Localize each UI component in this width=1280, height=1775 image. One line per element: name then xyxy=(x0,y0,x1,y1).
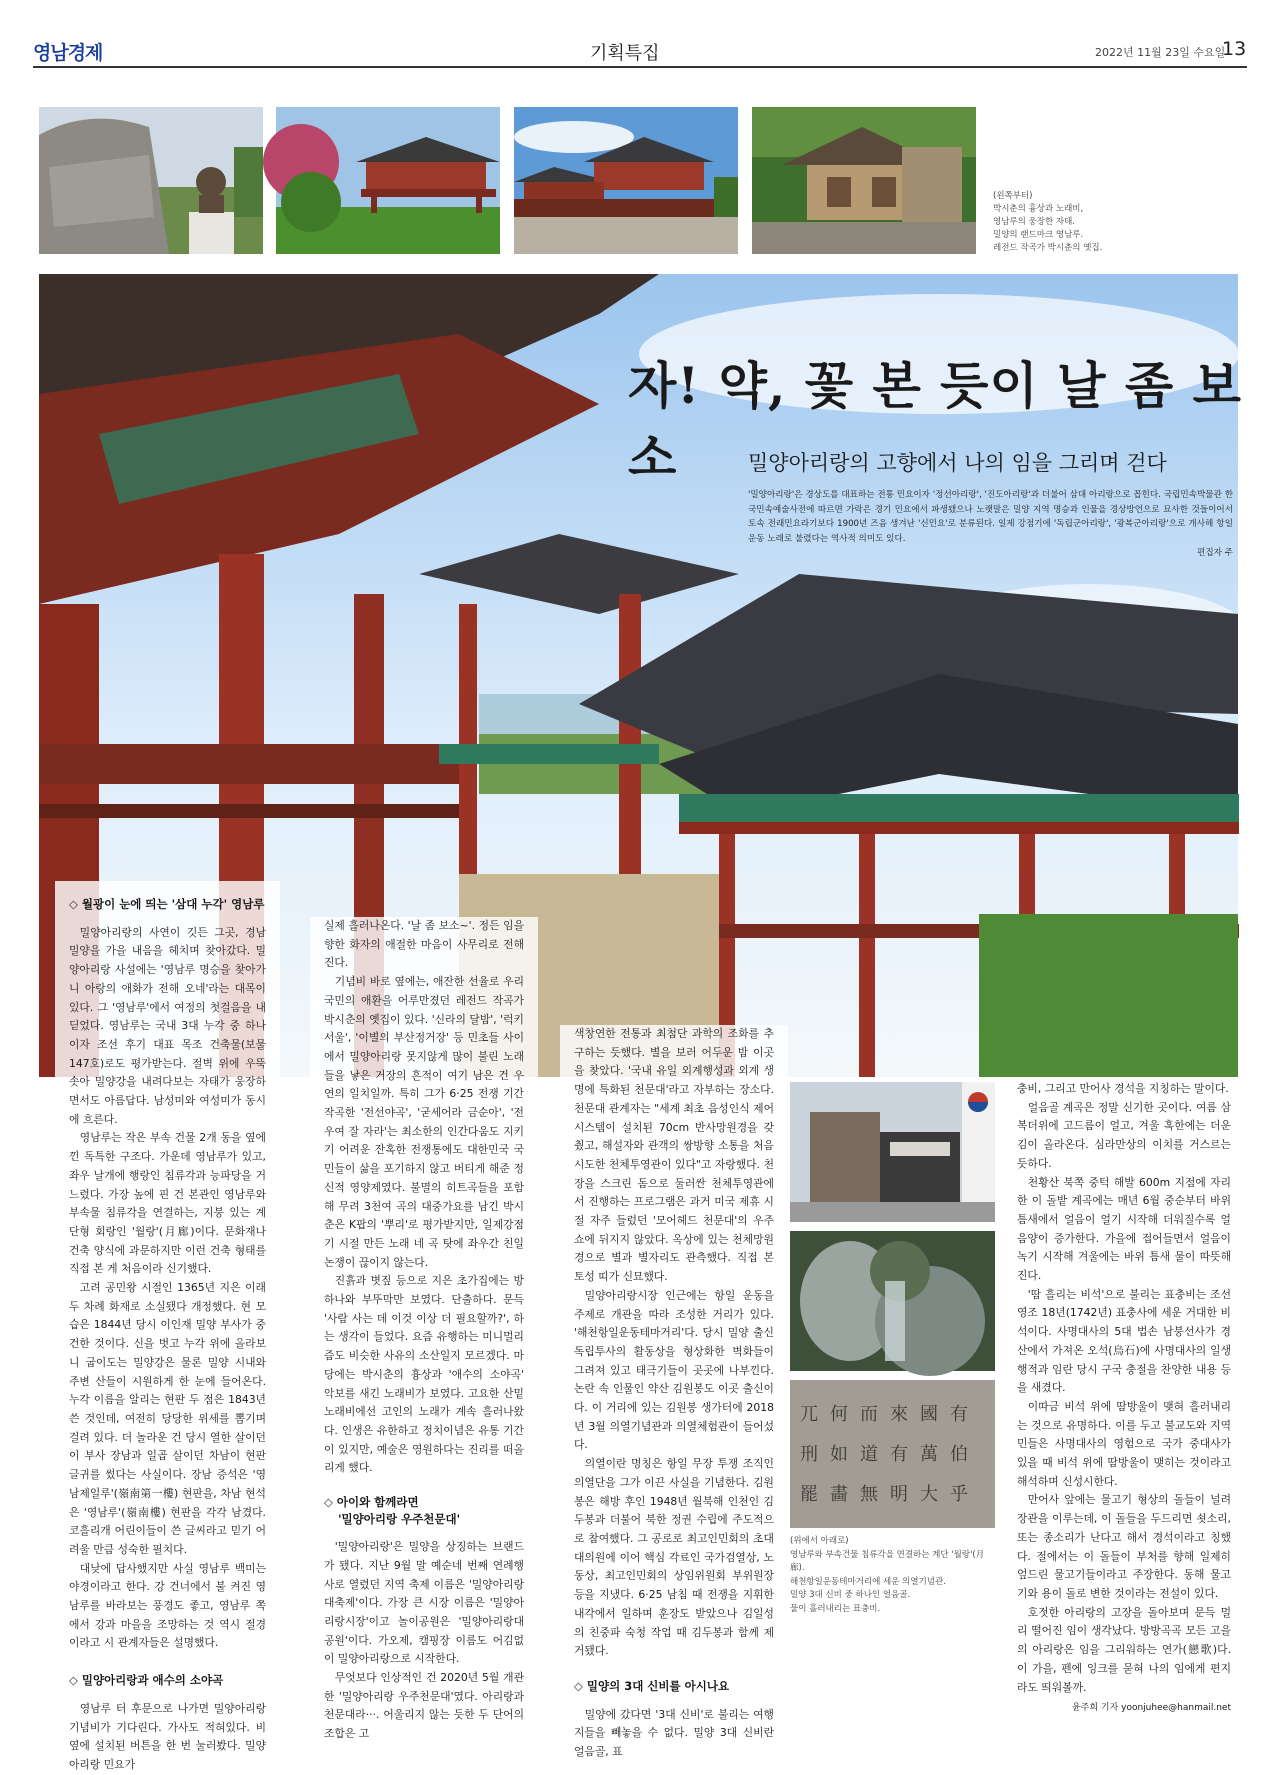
top-photos-caption xyxy=(993,190,1133,255)
paragraph: 진흙과 볏짚 등으로 지은 초가집에는 방 하나와 부뚜막만 보였다. 단출하다. 문득 '사람 사는 데 이것 이상 더 필요할까?', 하는 생각이 들었다. 요즘 유행하는 미니멀리즘도 비슷한 사유의 소산일지 모르겠다. 마당에는 박시춘의 흉상과 '애수의 소야곡' 악보를 새긴 노래비가 보였다. 고요한 산밑 노래비에선 고인의 노래가 계속 흘러나왔다. 인생은 유한하고 정치이념은 유통 기간이 있지만, 예술은 영원하다는 진리를 떠올리게 했다. xyxy=(324,1274,524,1475)
paragraph: 영남루는 작은 부속 건물 2개 동을 옆에 낀 독특한 구조다. 가운데 영남루가 있고, 좌우 날개에 행랑인 침류각과 능파당을 거느렸다. 가장 높에 핀 건 본관인 영남루와 부속물 침류각을 연결하는, 지붕 있는 계단형 회랑인 '월랑'(月廊)이다. 문화재나 건축 양식에 과문하지만 이런 건축 형태를 직접 본 게 처음이라 신기했다. xyxy=(69,1131,266,1276)
svg-text:刑: 刑 xyxy=(800,1444,818,1465)
article-column-1 xyxy=(55,881,280,1775)
feature-subtitle: 밀양아리랑의 고향에서 나의 임을 그리며 걷다 xyxy=(748,451,1167,475)
photo-pyochungbi-stele xyxy=(790,1380,995,1528)
header-rule xyxy=(33,66,1247,68)
paragraph: 천황산 북쪽 중턱 해발 600m 지점에 자리한 이 돌밭 계곡에는 매년 6월 중순부터 바위 틈새에서 얼음이 얼기 시작해 더워질수록 얼음양이 증가한다. 가을에 접어들면서 얼음이 녹기 시작해 겨울에는 바위 틈새 물이 따뜻해진다. xyxy=(1017,1175,1231,1283)
photo-composer-house xyxy=(752,107,976,254)
svg-text:何: 何 xyxy=(830,1404,848,1425)
svg-text:大: 大 xyxy=(920,1484,938,1505)
svg-text:有: 有 xyxy=(890,1444,908,1465)
paragraph: 색창연한 전통과 최첨단 과학의 조화를 추구하는 듯했다. 별을 보러 어두운 밤 이곳을 찾았다. '국내 유일 외계행성과 외계 생명에 특화된 천문대'라고 자부하는 장소다. 천문대 관계자는 "세계 최초 음성인식 제어시스템이 설치된 70cm 반사망원경을 갖췄고, 해설자와 관객의 쌍방향 소통을 처음 시도한 천체투영관이 있다"고 자랑했다. 천장을 스크린 돔으로 둘러싼 천체투영관에서 진행하는 프로그램은 과거 미국 제휴 시절 자주 들렀던 '모어헤드 천문대'의 우주 쇼에 뒤지지 않았다. 옥상에 있는 천체망원경으로 별과 별자리도 관측했다. 직접 본 토성 띠가 신묘했다. xyxy=(574,1027,774,1284)
heading-text: '밀양아리랑 우주천문대' xyxy=(338,1512,461,1527)
paragraph: 영남루 터 후문으로 나가면 밀양아리랑 기념비가 기다린다. 가사도 적혀있다. 비 옆에 설치된 버튼을 한 번 눌러봤다. 밀양아리랑 민요가 xyxy=(69,1701,266,1771)
paragraph: 밀양아리랑의 사연이 깃든 그곳, 경남 밀양을 가을 내음을 헤치며 찾아갔다. 밀양아리랑 사설에는 '영남루 명승을 찾아가니 아랑의 애화가 전해 오네'라는 대목이 있다. 그 '영남루'에서 여정의 첫걸음을 내딛었다. 영남루는 국내 3대 누각 중 하나이자 조선 후기 대표 목조 건축물(보물 147호)로도 평가받는다. 절벽 위에 우뚝 솟아 밀양강을 내려다보는 자태가 웅장하면서도 아름답다. 남성미와 여성미가 동시에 흐른다. xyxy=(69,925,266,1126)
lead-byline: 편집자 주 xyxy=(1197,548,1233,558)
photo-monument xyxy=(39,107,263,254)
editor-lead xyxy=(748,488,1233,561)
paragraph: 이따금 비석 위에 땀방울이 맺혀 흘러내리는 것으로 유명하다. 이를 두고 불교도와 지역민들은 사명대사의 영험으로 국가 중대사가 있을 때 비석 위에 땀방울이 맺히는 것이라고 해석하며 신성시한다. xyxy=(1017,1399,1231,1488)
svg-text:有: 有 xyxy=(950,1404,968,1425)
svg-text:來: 來 xyxy=(890,1404,908,1425)
paragraph: 대낮에 답사했지만 사실 영남루 백미는 야경이라고 한다. 강 건너에서 불 켜진 영남루를 바라보는 풍경도 좋고, 영남루 쪽에서 강과 마을을 조망하는 것 역시 절경이라고 시 관계자들은 설명했다. xyxy=(69,1561,266,1650)
paragraph: 호젓한 아리랑의 고장을 돌아보며 문득 멀리 떨어진 임이 생각났다. 방방곡곡 모든 고을의 아리랑은 임을 그리워하는 연가(戀歌)다. 이 가을, 펜에 잉크를 묻혀 나의 임에게 편지라도 띄워볼까. xyxy=(1017,1605,1231,1694)
article-column-3 xyxy=(560,1025,788,1762)
caption-line: (왼쪽부터) xyxy=(993,191,1033,201)
newspaper-logo: 영남경제 xyxy=(33,42,103,64)
paragraph: 밀양아리랑시장 인근에는 항일 운동을 주제로 개관을 따라 조성한 거리가 있다. '해천항일운동테마거리'다. 당시 밀양 출신 독립투사의 활동상을 형상화한 벽화들이 그려져 있고 태극기들이 곳곳에 나부낀다. 논란 속 인물인 약산 김원봉도 이곳 출신이다. 이 거리에 있는 김원봉 생가터에 2018년 3월 의열기념관과 의열체험관이 들어섰다. xyxy=(574,1288,774,1452)
reporter-byline: 윤주희 기자 yoonjuhee@hanmail.net xyxy=(1071,1703,1231,1714)
paragraph: 기념비 바로 옆에는, 애잔한 선율로 우리 국민의 애환을 어루만졌던 레전드 작곡가 박시춘의 옛집이 있다. '신라의 달밤', '럭키 서울', '이별의 부산정거장' 등 민초들 사이에서 밀양아리랑 못지않게 많이 불린 노래들을 낳은 거장의 흔적이 여기 남은 건 우연의 일치일까. 특히 그가 6·25 전쟁 기간 작곡한 '전선야곡', '굳세어라 금순아', '전우여 잘 자라'는 최소한의 인간다움도 지키기 어려운 잔혹한 전쟁통에도 대한민국 국민들이 삶을 포기하지 않고 버티게 해준 정신적 영양제였다. 불멸의 히트곡들을 포함해 무려 3천여 곡의 대중가요를 남긴 박시춘은 K팝의 '뿌리'로 평가받지만, 일제강점기 시절 만든 노래 네 곡 탓에 좌우간 친일 논쟁이 끊이지 않는다. xyxy=(324,975,524,1269)
paragraph: 밀양에 갔다면 '3대 신비'로 불리는 여행지들을 빼놓을 수 없다. 밀양 3대 신비란 얼음골, 표 xyxy=(574,1707,774,1759)
lead-text: '밀양아리랑'은 경상도를 대표하는 전통 민요이자 '정선아리랑', '진도아리랑'과 더불어 삼대 아리랑으로 꼽힌다. 국립민속박물관 한국민속예술사전에 따르면 가락은 경기 민요에서 파생됐으나 노랫말은 밀양 지역 명승과 인물을 경상방언으로 묘사한 것들이어서 토속 전래민요라기보다 1900년 즈음 생겨난 '신민요'로 분류된다. 일제 강점기에 '독립군아리랑', '광복군아리랑'으로 개사해 항일운동 노래로 불렸다는 역사적 의미도 있다. xyxy=(748,490,1233,544)
heading-text: 월광이 눈에 띄는 '삼대 누각' 영남루 xyxy=(81,897,265,911)
photo-uiyeol-memorial xyxy=(790,1082,995,1222)
photo-yeongnamru-landmark xyxy=(514,107,738,254)
caption-line: 영남루의 웅장한 자태. xyxy=(993,217,1076,227)
svg-text:明: 明 xyxy=(890,1484,908,1505)
caption-line: 물이 흘러내리는 표충비. xyxy=(790,1603,881,1614)
paragraph: '땀 흘리는 비석'으로 불리는 표충비는 조선 영조 18년(1742년) 표충사에 세운 거대한 비석이다. 사명대사의 5대 법손 남붕선사가 경산에서 가져온 오석(烏石)에 사명대사의 일생 행적과 임란 당시 구국 충절을 찬양한 내용 등을 새겼다. xyxy=(1017,1287,1231,1395)
caption-line: 영남루와 부속건물 침류각을 연결하는 계단 '월랑'(月廊). xyxy=(790,1549,985,1573)
paragraph: 충비, 그리고 만어사 경석을 지칭하는 말이다. xyxy=(1017,1082,1229,1095)
photo-eolumgol-valley xyxy=(790,1231,995,1371)
svg-text:伯: 伯 xyxy=(950,1444,968,1465)
heading-text: 아이와 함께라면 xyxy=(336,1495,419,1510)
svg-text:無: 無 xyxy=(860,1484,878,1505)
feature-title: 자! 약, 꽃 본 듯이 날 좀 보소 xyxy=(628,356,1242,487)
heading-text: 밀양의 3대 신비를 아시나요 xyxy=(586,1678,730,1693)
paragraph: 만어사 앞에는 물고기 형상의 돌들이 널려 장관을 이루는데, 이 돌들을 두드리면 쇳소리, 또는 종소리가 난다고 해서 경석이라고 칭했다. 절에서는 이 돌들이 부처를 향해 일제히 엎드린 물고기들이라고 주장한다. 동해 물고기와 용이 돌로 변한 것이라는 전설이 있다. xyxy=(1017,1493,1231,1600)
section-heading: ◇ 밀양의 3대 신비를 아시나요 xyxy=(574,1678,730,1693)
svg-text:罷: 罷 xyxy=(800,1484,818,1505)
caption-line: 박시춘의 흉상과 노래비, xyxy=(993,204,1084,214)
section-heading: ◇ 밀양아리랑과 애수의 소야곡 xyxy=(69,1673,224,1688)
section-heading: ◇ 월광이 눈에 띄는 '삼대 누각' 영남루 xyxy=(69,897,265,911)
caption-line: 해천항일운동테마거리에 세운 의열기념관. xyxy=(790,1576,946,1587)
caption-line: 밀양 3대 신비 중 하나인 얼음골. xyxy=(790,1590,911,1600)
svg-text:道: 道 xyxy=(860,1444,878,1465)
page-number: 13 xyxy=(1222,38,1247,60)
svg-text:國: 國 xyxy=(920,1404,938,1425)
paragraph: 고려 공민왕 시절인 1365년 지은 이래 두 차례 화재로 소실됐다 개정했다. 현 모습은 1844년 당시 이인재 밀양 부사가 중건한 것이다. 신을 벗고 누각 위에 올라보니 굽이도는 밀양강은 물론 밀양 시내와 주변 산들이 시원하게 한 눈에 들어온다. 누각 이름을 알리는 현판 두 점은 1843년 쓴 것인데, 여전히 당당한 위세를 뽐기며 걸려 있다. 더 놀라운 건 당시 열한 살이던 이 부사 장남과 일곱 살이던 차남이 현판 글귀를 썼다는 사실이다. 장남 증석은 '영남제일루'(嶺南第一樓) 현판을, 차남 현석은 '영남루'(嶺南樓) 현판을 각각 남겼다. 코흘리개 어린이들이 쓴 글씨라고 믿기 어려울 만큼 성숙한 필치다. xyxy=(69,1281,266,1556)
svg-text:乎: 乎 xyxy=(950,1484,968,1505)
paragraph: 의열이란 명칭은 항일 무장 투쟁 조직인 의열단을 그가 이끈 사실을 기념한다. 김원봉은 해방 후인 1948년 월북해 인천인 김두봉과 더불어 북한 정권 수립에 주도적으로 참여했다. 그 공로로 최고인민회의 초대 대의원에 이어 핵심 각료인 국가검열상, 노동상, 최고인민회의 상임위원회 부위원장 등을 지냈다. 6·25 남침 때 전쟁을 지휘한 내각에서 일하며 훈장도 받았으나 김일성의 친중파 숙청 작업 때 김두봉과 함께 제거됐다. xyxy=(574,1457,774,1658)
paragraph: 얼음골 계곡은 정말 신기한 곳이다. 여름 삼복더위에 고드름이 얼고, 겨울 혹한에는 더운 김이 올라온다. 심라만상의 이치를 거스르는 듯하다. xyxy=(1017,1100,1231,1170)
svg-text:兀: 兀 xyxy=(800,1404,818,1425)
svg-text:畵: 畵 xyxy=(830,1484,848,1505)
photo-yeongnamru-garden xyxy=(276,107,500,254)
caption-line: 밀양의 랜드마크 영남루. xyxy=(993,230,1084,240)
paragraph: '밀양아리랑'은 밀양을 상징하는 브랜드가 됐다. 지난 9월 말 예순네 번째 연례행사로 열렸던 지역 축제 이름은 '밀양아리랑대축제'이다. 가장 큰 시장 이름은 '밀양아리랑시장'이고 놀이공원은 '밀양아리랑대공원'이다. 가오제, 캠핑장 이름도 어김없이 밀양아리랑으로 시작한다. xyxy=(324,1540,524,1666)
issue-date: 2022년 11월 23일 수요일 xyxy=(1095,46,1226,59)
paragraph: 무엇보다 인상적인 건 2020년 5월 개관한 '밀양아리랑 우주천문대'였다. 아리랑과 천문대라···. 어울리지 않는 듯한 두 단어의 조합은 고 xyxy=(324,1671,524,1741)
caption-line: 레전드 작곡가 박시춘의 옛집. xyxy=(993,243,1103,253)
side-photos-caption xyxy=(790,1535,995,1616)
svg-text:而: 而 xyxy=(860,1404,878,1425)
section-heading: ◇ 아이와 함께라면 '밀양아리랑 우주천문대' xyxy=(324,1495,461,1527)
caption-line: (위에서 아래로) xyxy=(790,1536,849,1546)
section-title: 기획특집 xyxy=(590,43,660,64)
paragraph: 실제 흘러나온다. '날 좀 보소~'. 정든 임을 향한 화자의 애절한 마음이 사무리로 전해진다. xyxy=(324,919,524,970)
article-column-4 xyxy=(1003,1080,1245,1718)
svg-text:萬: 萬 xyxy=(920,1444,938,1465)
article-column-2 xyxy=(310,917,538,1744)
heading-text: 밀양아리랑과 애수의 소야곡 xyxy=(81,1673,224,1688)
svg-text:如: 如 xyxy=(830,1444,848,1465)
